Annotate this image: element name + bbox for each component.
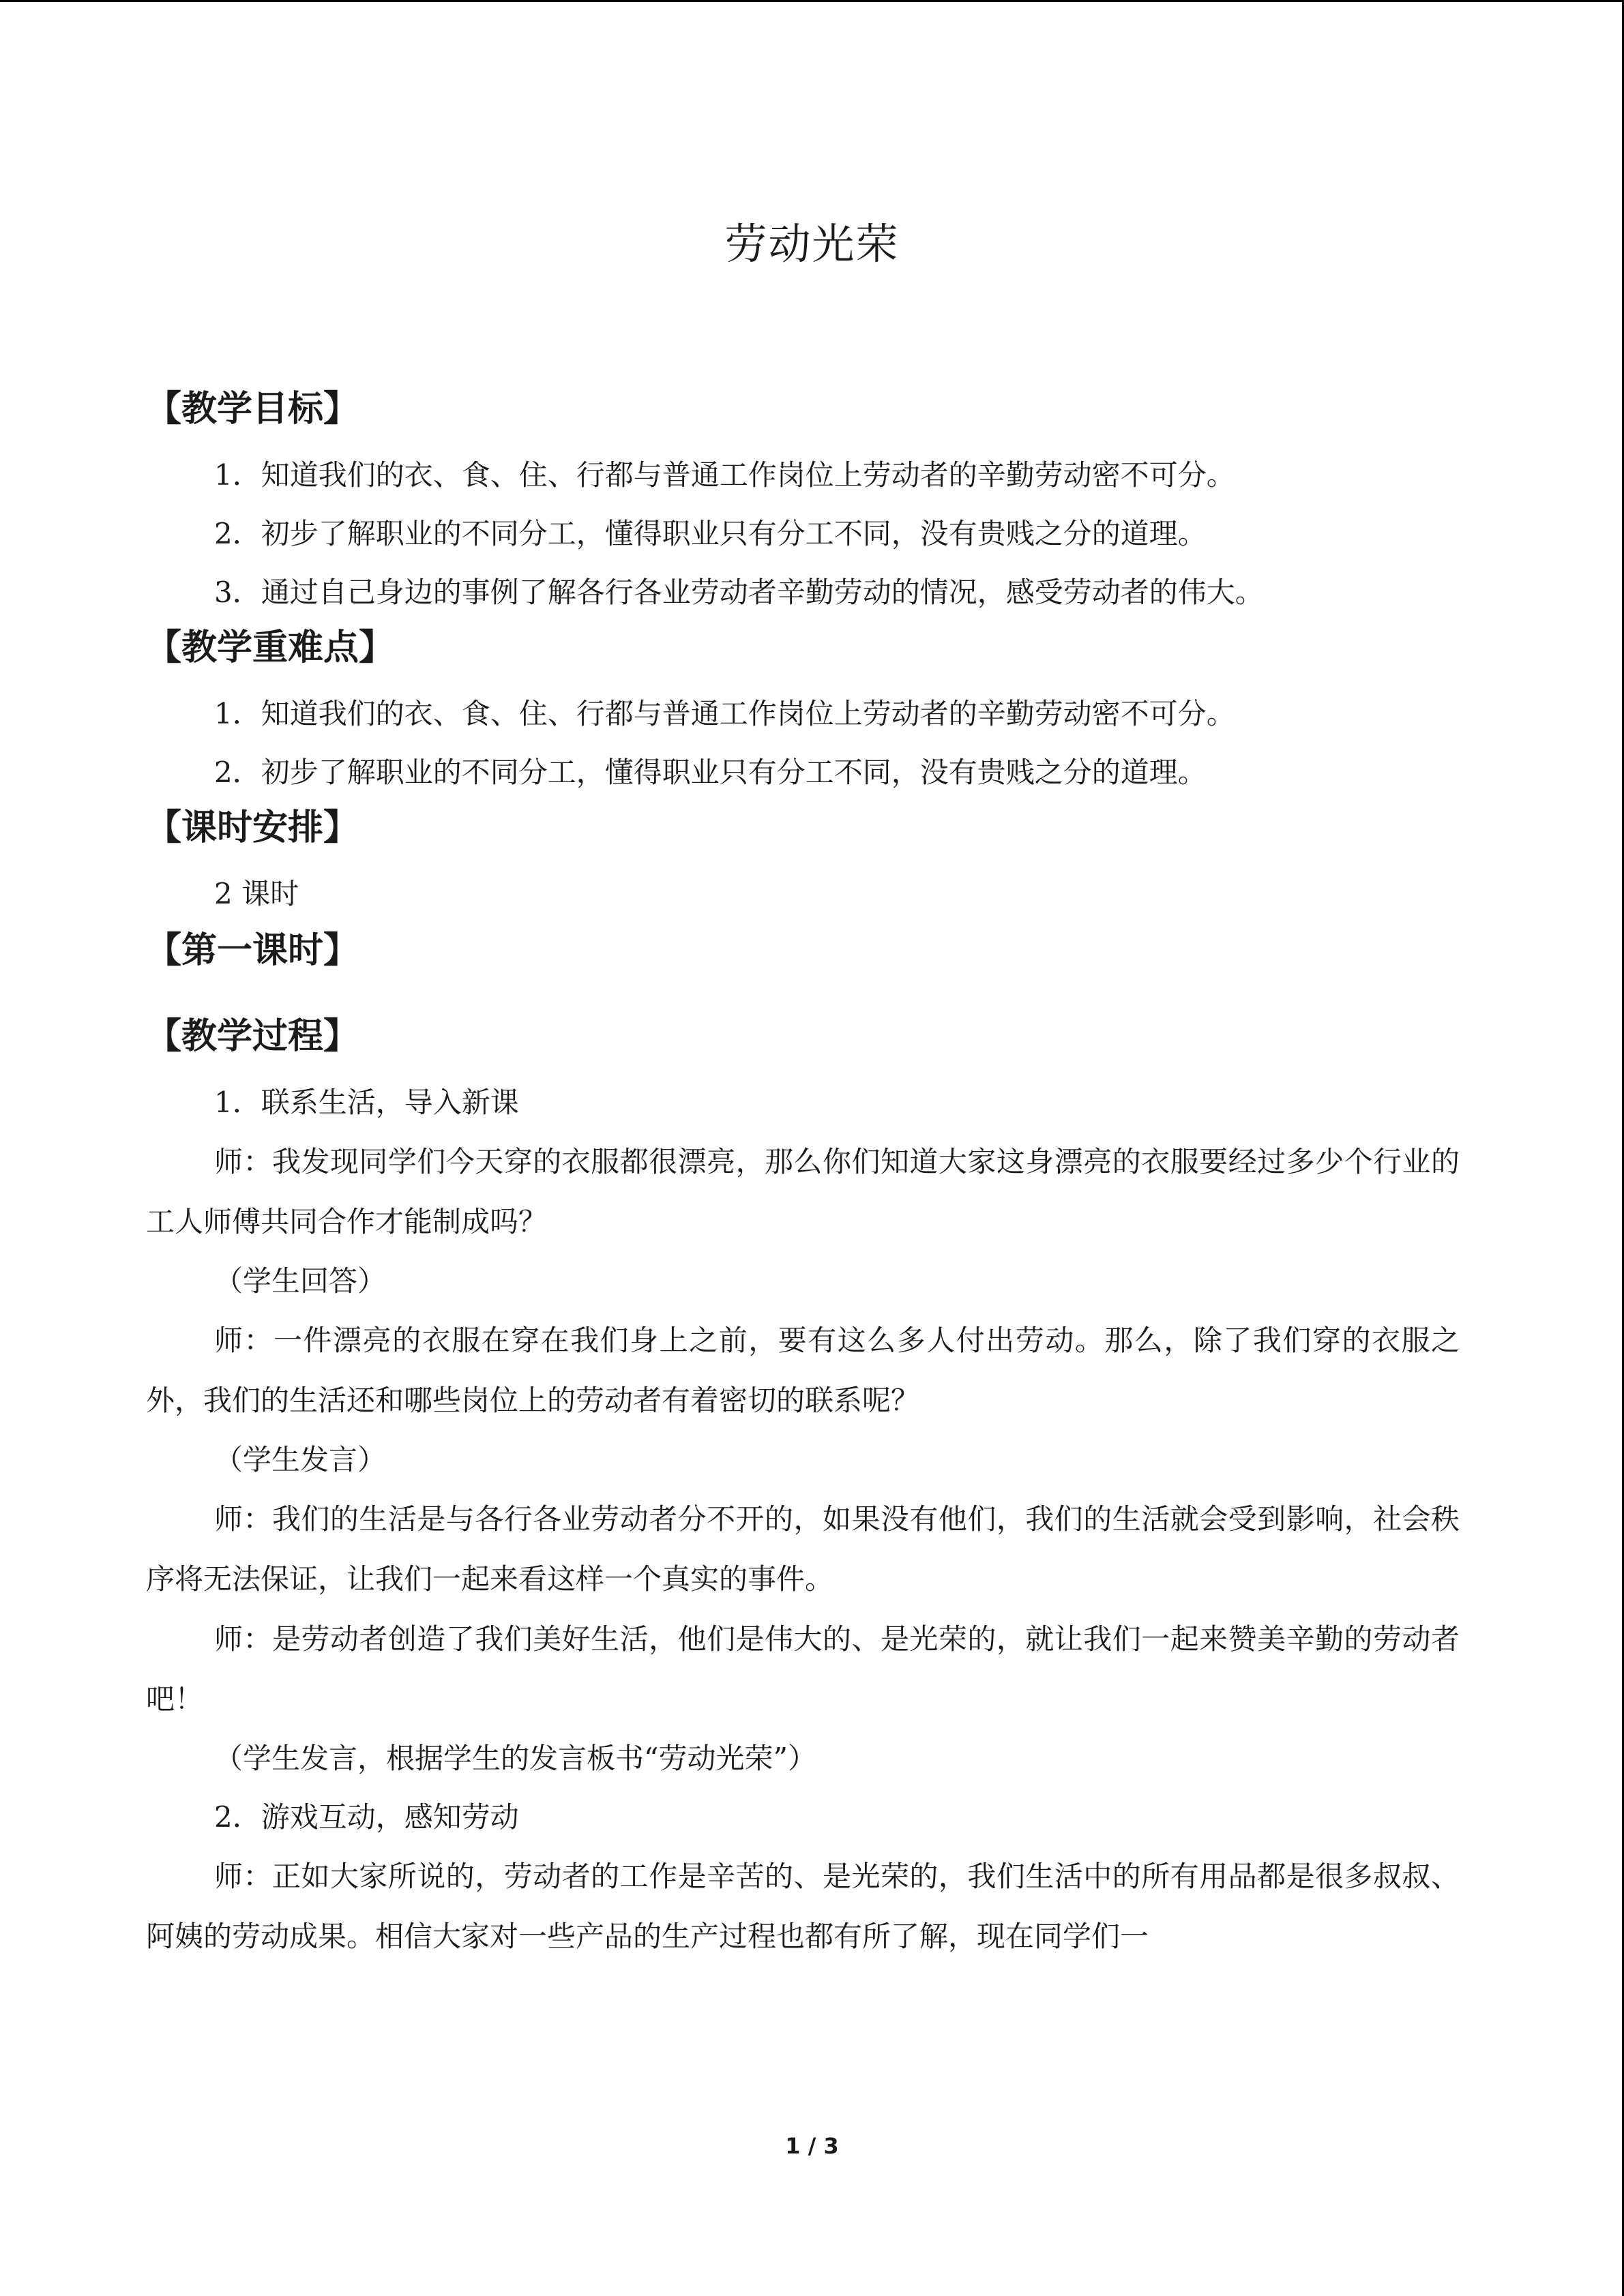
page-number: 1 / 3 xyxy=(785,2133,839,2159)
section-goals xyxy=(146,387,1460,622)
process-paragraph: 师：我发现同学们今天穿的衣服都很漂亮，那么你们知道大家这身漂亮的衣服要经过多少个行业的工人师傅共同合作才能制成吗？ xyxy=(146,1145,1460,1238)
section-first-lesson xyxy=(146,929,1460,972)
schedule-text: 2 课时 xyxy=(214,877,299,910)
section-process xyxy=(146,1015,1460,1967)
process-paragraph: 1．联系生活，导入新课 xyxy=(214,1086,519,1119)
goal-item-3: 3．通过自己身边的事例了解各行各业劳动者辛勤劳动的情况，感受劳动者的伟大。 xyxy=(214,576,1264,609)
process-paragraph: 师：一件漂亮的衣服在穿在我们身上之前，要有这么多人付出劳动。那么，除了我们穿的衣服之外，我们的生活还和哪些岗位上的劳动者有着密切的联系呢？ xyxy=(146,1324,1460,1417)
section-heading-process: 【教学过程】 xyxy=(146,1016,359,1057)
goal-item-1: 1．知道我们的衣、食、住、行都与普通工作岗位上劳动者的辛勤劳动密不可分。 xyxy=(214,458,1235,492)
process-paragraph: （学生回答） xyxy=(214,1264,387,1298)
process-paragraph: （学生发言） xyxy=(214,1443,387,1476)
key-point-item-2: 2．初步了解职业的不同分工，懂得职业只有分工不同，没有贵贱之分的道理。 xyxy=(214,756,1207,789)
section-heading-goals: 【教学目标】 xyxy=(146,389,359,430)
key-point-item-1: 1．知道我们的衣、食、住、行都与普通工作岗位上劳动者的辛勤劳动密不可分。 xyxy=(214,697,1235,730)
process-paragraph: 师：是劳动者创造了我们美好生活，他们是伟大的、是光荣的，就让我们一起来赞美辛勤的劳动者吧！ xyxy=(146,1622,1460,1716)
process-paragraph: （学生发言，根据学生的发言板书“劳动光荣”） xyxy=(214,1742,816,1775)
page-border-top xyxy=(0,0,1624,2)
section-heading-schedule: 【课时安排】 xyxy=(146,807,359,848)
section-key-points xyxy=(146,626,1460,802)
process-paragraph: 师：我们的生活是与各行各业劳动者分不开的，如果没有他们，我们的生活就会受到影响，社会秩序将无法保证，让我们一起来看这样一个真实的事件。 xyxy=(146,1502,1460,1596)
section-heading-key-points: 【教学重难点】 xyxy=(146,627,395,668)
process-paragraph: 2．游戏互动，感知劳动 xyxy=(214,1800,519,1834)
section-schedule xyxy=(146,806,1460,923)
goal-item-2: 2．初步了解职业的不同分工，懂得职业只有分工不同，没有贵贱之分的道理。 xyxy=(214,517,1207,550)
document-body xyxy=(146,387,1460,1967)
process-paragraph: 师：正如大家所说的，劳动者的工作是辛苦的、是光荣的，我们生活中的所有用品都是很多叔叔、阿姨的劳动成果。相信大家对一些产品的生产过程也都有所了解，现在同学们一 xyxy=(146,1860,1460,1953)
document-title: 劳动光荣 xyxy=(724,219,900,269)
section-heading-first-lesson: 【第一课时】 xyxy=(146,930,359,971)
